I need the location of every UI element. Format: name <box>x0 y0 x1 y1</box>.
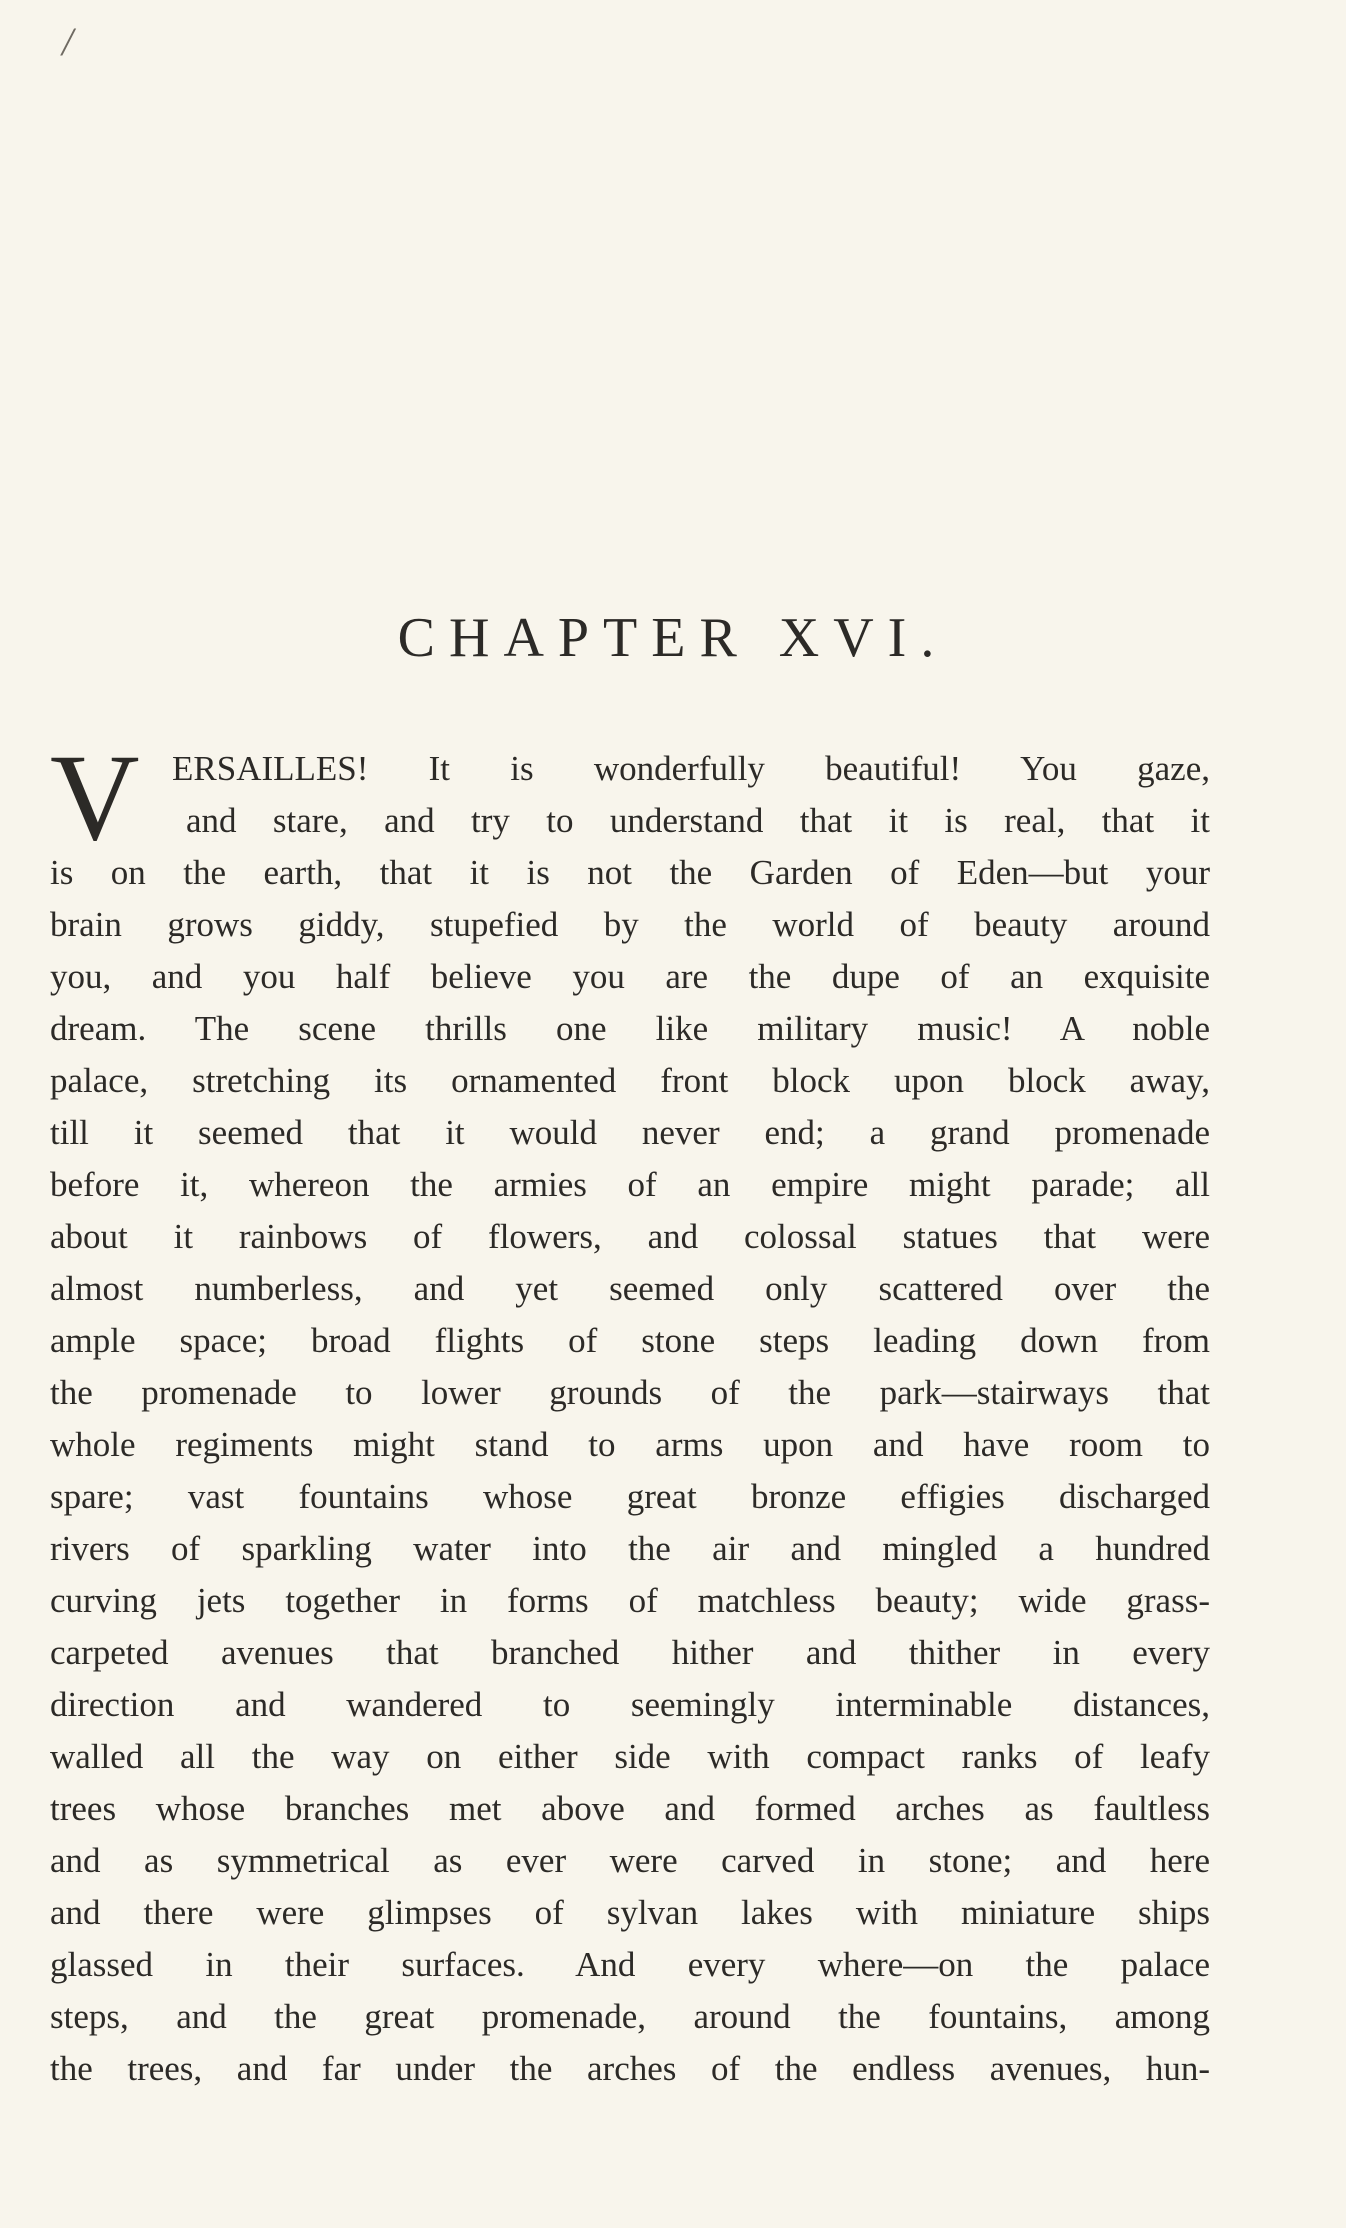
text-line: brain grows giddy, stupefied by the world of beauty around <box>50 905 1210 944</box>
text-line: the trees, and far under the arches of the endless avenues, hun- <box>50 2049 1210 2088</box>
text-line: whole regiments might stand to arms upon and have room to <box>50 1425 1210 1464</box>
text-line: almost numberless, and yet seemed only scattered over the <box>50 1269 1210 1308</box>
text-line: and there were glimpses of sylvan lakes with miniature ships <box>50 1893 1210 1932</box>
text-line: palace, stretching its ornamented front block upon block away, <box>50 1061 1210 1100</box>
text-line: carpeted avenues that branched hither and thither in every <box>50 1633 1210 1672</box>
text-line: spare; vast fountains whose great bronze effigies discharged <box>50 1477 1210 1516</box>
text-line: till it seemed that it would never end; a grand promenade <box>50 1113 1210 1152</box>
text-line: the promenade to lower grounds of the park—stairways that <box>50 1373 1210 1412</box>
drop-cap-letter: V <box>50 729 140 866</box>
text-line: dream. The scene thrills one like military music! A noble <box>50 1009 1210 1048</box>
text-line: direction and wandered to seemingly interminable distances, <box>50 1685 1210 1724</box>
text-line: before it, whereon the armies of an empire might parade; all <box>50 1165 1210 1204</box>
chapter-title: CHAPTER XVI. <box>397 607 949 669</box>
text-line: trees whose branches met above and formed arches as faultless <box>50 1789 1210 1828</box>
text-line: steps, and the great promenade, around the fountains, among <box>50 1997 1210 2036</box>
text-line: about it rainbows of flowers, and colossal statues that were <box>50 1217 1210 1256</box>
pencil-mark: / <box>62 19 74 64</box>
text-line: and stare, and try to understand that it is real, that it <box>186 801 1210 840</box>
chapter-body-text <box>50 729 1210 2095</box>
text-line: is on the earth, that it is not the Garden of Eden—but your <box>50 853 1210 892</box>
text-line: and as symmetrical as ever were carved in stone; and here <box>50 1841 1210 1880</box>
text-line: ample space; broad flights of stone steps leading down from <box>50 1321 1210 1360</box>
text-line: you, and you half believe you are the dupe of an exquisite <box>50 957 1210 996</box>
text-line: ERSAILLES! It is wonderfully beautiful! You gaze, <box>172 749 1210 788</box>
text-line: walled all the way on either side with compact ranks of leafy <box>50 1737 1210 1776</box>
text-line: curving jets together in forms of matchless beauty; wide grass- <box>50 1581 1210 1620</box>
text-line: glassed in their surfaces. And every where—on the palace <box>50 1945 1210 1984</box>
text-line: rivers of sparkling water into the air and mingled a hundred <box>50 1529 1210 1568</box>
